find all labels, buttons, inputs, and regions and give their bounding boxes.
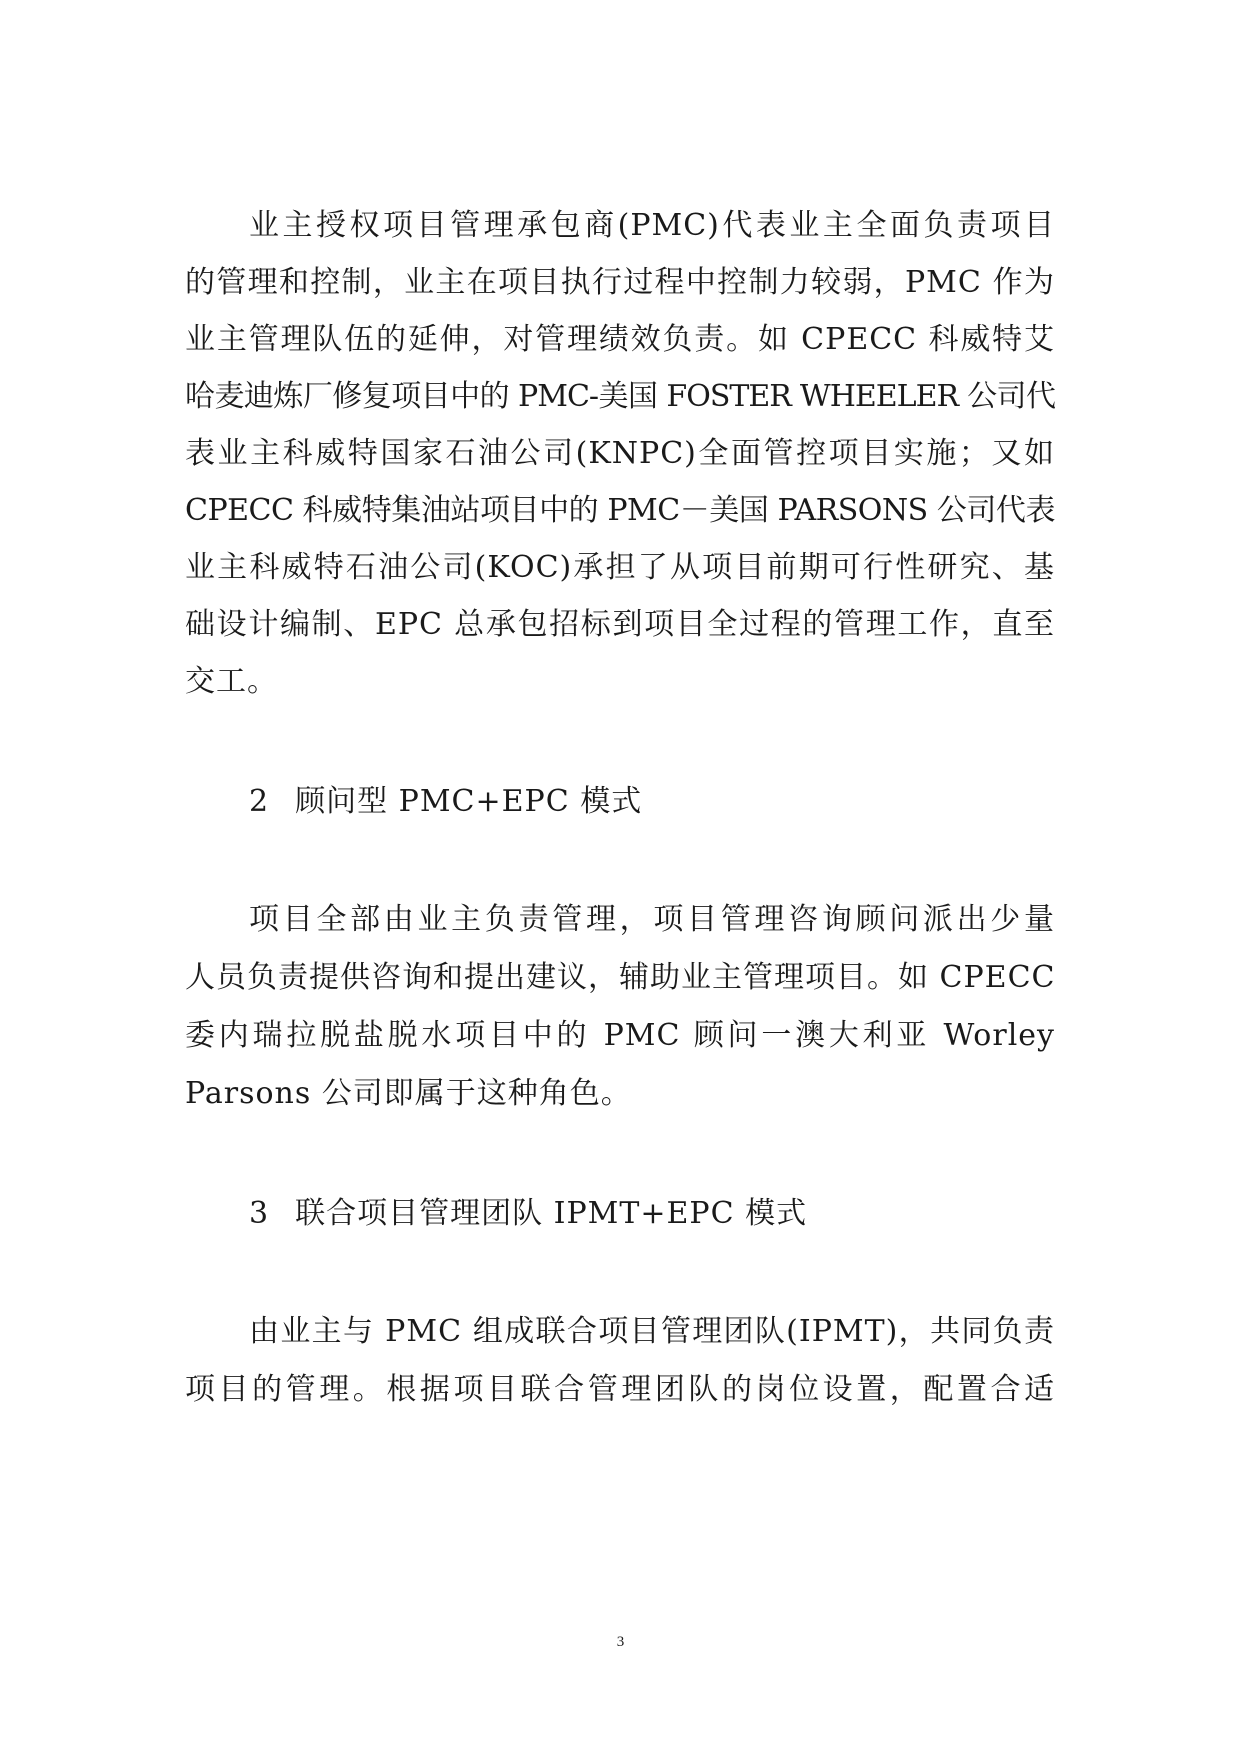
paragraph-line: 人员负责提供咨询和提出建议，辅助业主管理项目。如 CPECC: [185, 960, 1056, 995]
heading-number: 2: [249, 784, 270, 819]
paragraph-line: 业主科威特石油公司(KOC)承担了从项目前期可行性研究、基: [185, 550, 1055, 585]
paragraph-line: 础设计编制、EPC 总承包招标到项目全过程的管理工作，直至: [185, 607, 1055, 642]
paragraph-line: 项目全部由业主负责管理，项目管理咨询顾问派出少量: [249, 902, 1055, 937]
heading-number: 3: [249, 1196, 270, 1231]
paragraph-line: 委内瑞拉脱盐脱水项目中的 PMC 顾问一澳大利亚 Worley: [185, 1018, 1055, 1053]
page-number: 3: [616, 1634, 625, 1650]
paragraph-line: 由业主与 PMC 组成联合项目管理团队(IPMT)，共同负责: [249, 1314, 1055, 1349]
paragraph-line: 项目的管理。根据项目联合管理团队的岗位设置，配置合适: [185, 1372, 1055, 1407]
paragraph-line: 表业主科威特国家石油公司(KNPC)全面管控项目实施；又如: [185, 436, 1055, 471]
paragraph-line: 的管理和控制，业主在项目执行过程中控制力较弱，PMC 作为: [185, 265, 1055, 300]
paragraph-line: 业主管理队伍的延伸，对管理绩效负责。如 CPECC 科威特艾: [185, 322, 1055, 357]
paragraph-line: 哈麦迪炼厂修复项目中的 PMC-美国 FOSTER WHEELER 公司代: [185, 379, 1055, 414]
heading-title: 顾问型 PMC+EPC 模式: [295, 784, 643, 819]
paragraph-line: CPECC 科威特集油站项目中的 PMC－美国 PARSONS 公司代表: [185, 493, 1055, 528]
paragraph-line: Parsons 公司即属于这种角色。: [185, 1076, 632, 1111]
section-heading-3: [249, 1194, 807, 1234]
paragraph-line: 交工。: [185, 664, 278, 699]
section-heading-2: [249, 782, 642, 822]
paragraph-line: 业主授权项目管理承包商(PMC)代表业主全面负责项目: [249, 208, 1055, 243]
heading-title: 联合项目管理团队 IPMT+EPC 模式: [295, 1196, 808, 1231]
